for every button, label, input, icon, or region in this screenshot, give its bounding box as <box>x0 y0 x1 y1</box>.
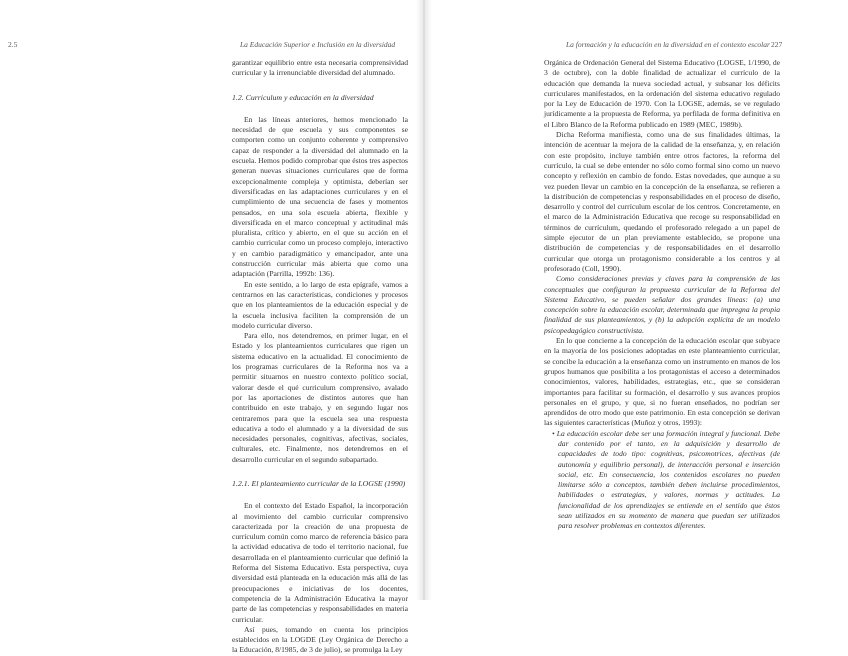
subsection-heading: 1.2.1. El planteamiento curricular de la LOGSE (1990) <box>232 478 406 488</box>
right-italic-paragraph: Como consideraciones previas y claves para la comprensión de las conceptuales que configuran la propuesta curricular de la Reforma del Sistema Educativo, se pueden señalar dos grandes líneas: (a) una concepción sobre la educación escolar, determinada que impregna la propia finalidad de sus planteamientos, y (b) la adopción explícita de un modelo psicopedagógico constructivista. <box>544 274 780 335</box>
left-opening-paragraph: garantizar equilibrio entre esta necesaria comprensividad curricular y la irrenunciable diversidad del alumnado. <box>232 58 408 78</box>
right-running-header <box>566 40 788 49</box>
left-header-title: La Educación Superior e Inclusión en la diversidad <box>240 40 396 49</box>
right-page <box>424 0 848 600</box>
left-paragraph: Así pues, tomando en cuenta los principios establecidos en la LOGDE (Ley Orgánica de Derecho a la Educación, 8/1985, de 3 de julio), se promulga la Ley <box>232 624 408 655</box>
left-paragraph: En las líneas anteriores, hemos mencionado la necesidad de que escuela y sus componentes se comporten como un conjunto coherente y comprensivo capaz de responder a la diversidad del alumnado en la escuela. Hemos podido comprobar que éstos tres aspectos generan nuevas situaciones curriculares que de forma excepcionalmente compleja y optimista, deberían ser diversificadas en las adaptaciones curriculares y en el cumplimiento de una secuencia de fases y momentos pensados, en una sola escuela abierta, flexible y diversificada en el marco conceptual y actitudinal más pluralista, crítico y abierto, en el que su acción en el cambio curricular como un proceso complejo, interactivo y en cambio paradigmático y emancipador, ante una construcción curricular más abierta que como una adaptación (Parrilla, 1992b: 136). <box>232 114 408 279</box>
left-paragraph: Para ello, nos detendremos, en primer lugar, en el Estado y los planteamientos curriculares que rigen un sistema educativo en la actualidad. El conocimiento de los programas curriculares de la Reforma nos va a permitir situarnos en nuestro contexto político social, valorar desde el qué curriculum comprensivo, avalado por las aportaciones de distintos autores que han contribuido en este trabajo, y en segundo lugar nos centraremos para que la escuela sea una respuesta educativa a todo el alumnado y a la diversidad de sus necesidades personales, cognitivas, afectivas, sociales, culturales, etc. Finalmente, nos detendremos en el desarrollo curricular en el segundo subapartado. <box>232 331 408 464</box>
right-page-body <box>544 58 780 532</box>
left-paragraph: En este sentido, a lo largo de esta epígrafe, vamos a centrarnos en las características, condiciones y procesos que en los planteamientos de la educación especial y de la escuela inclusiva faciliten la comprensión de un modelo curricular diverso. <box>232 279 408 330</box>
right-paragraph: Dicha Reforma manifiesta, como una de sus finalidades últimas, la intención de acentuar la mejora de la calidad de la enseñanza, y, en relación con este propósito, incluye también entre otros factores, la reforma del currículo, la cual se debe entender no sólo como formal sino como un nuevo concepto y reflexión en cambio de fondo. Estas novedades, que aunque a su vez pueden llevar un cambio en la concepción de la enseñanza, se refieren a la distribución de competencias y responsabilidades en el proceso de diseño, desarrollo y control del currículum escolar de los centros. Concretamente, en el marco de la Administración Educativa que recoge su responsabilidad en términos de currículum, quedando el profesorado relegado a un papel de simple ejecutor de un plan previamente establecido, se propone una distribución de competencias y de responsabilidades en el desarrollo curricular que otorga un protagonismo considerable a los centros y al profesorado (Coll, 1990). <box>544 130 780 273</box>
left-page <box>0 0 424 655</box>
right-page-number: 227 <box>771 40 783 49</box>
right-header-title: La formación y la educación en la diversidad en el contexto escolar <box>566 40 770 49</box>
right-paragraph: Orgánica de Ordenación General del Sistema Educativo (LOGSE, 1/1990, de 3 de octubre), con la doble finalidad de actualizar el currículo de la educación que demanda la nueva sociedad actual, y subsanar los déficits curriculares manifestados, en la ordenación del sistema educativo regulado por la Ley de Educación de 1970. Con la LOGSE, además, se ve regulado jurídicamente a la propuesta de Reforma, ya perfilada de forma definitiva en el Libro Blanco de la Reforma publicado en 1989 (MEC, 1989b). <box>544 58 780 129</box>
left-page-body <box>232 58 408 656</box>
right-bullet-item: • La educación escolar debe ser una formación integral y funcional. Debe dar contenido por el tanto, en la adquisición y desarrollo de capacidades de todo tipo: cognitivas, psicomotrices, afectivas (de autonomía y equilibrio personal), de interacción personal e inserción social, etc. En consecuencia, los contenidos escolares no pueden limitarse sólo a conceptos, también deben incluirse procedimientos, habilidades o estrategias, y valores, normas y actitudes. La funcionalidad de los aprendizajes se entiende en el sentido que éstos sean utilizados en su momento de manera que puedan ser utilizados para resolver problemas en contextos diferentes. <box>552 428 780 531</box>
section-heading: 1.2. Curriculum y educación en la diversidad <box>232 92 374 102</box>
left-paragraph: En el contexto del Estado Español, la incorporación al movimiento del cambio curricular comprensivo caracterizada por la creación de una propuesta de currículum común como marco de referencia básico para la actividad educativa de todo el territorio nacional, fue desarrollada en el planteamiento curricular que definió la Reforma del Sistema Educativo. Esta perspectiva, cuya diversidad está planteada en la educación más allá de las preocupaciones e iniciativas de los docentes, competencia de la Administración Educativa la mayor parte de las competencias y responsabilidades en materia curricular. <box>232 501 408 624</box>
left-running-header <box>8 40 404 49</box>
scan-edge-right <box>824 0 848 600</box>
left-page-number: 2.5 <box>8 40 18 49</box>
right-paragraph: En lo que concierne a la concepción de la educación escolar que subyace en la mayoría de los posiciones adoptadas en este planteamiento curricular, se concibe la educación a la enseñanza como un instrumento en manos de los grupos humanos que posibilita a los protagonistas el acceso a determinados conocimientos, valores, habilidades, estrategias, etc., que se consideran importantes para facilitar su formación, el desarrollo y sus avances propios personales en el grupo, y que, si no fueran enseñados, no podrían ser aprendidos de otro modo que este patrimonio. En esta concepción se derivan las siguientes características (Muñoz y otros, 1993): <box>544 336 780 428</box>
book-gutter-shadow <box>416 0 432 600</box>
